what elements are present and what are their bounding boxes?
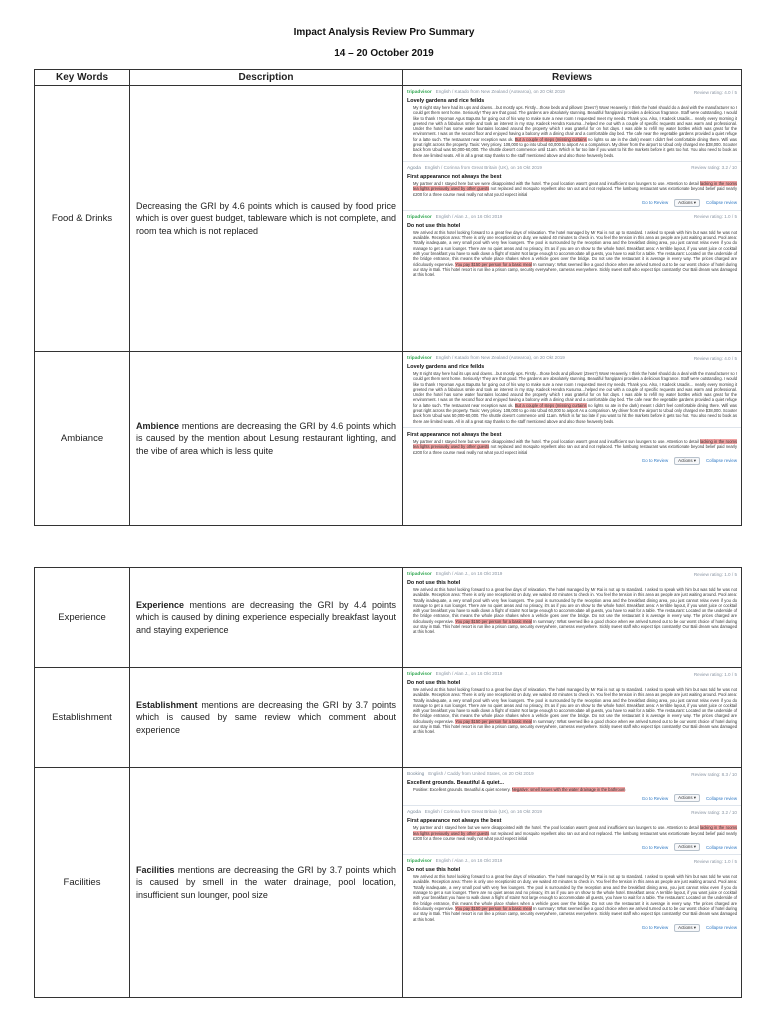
tripadvisor-logo-icon: tripadvisor — [407, 672, 432, 677]
review-highlight: Negative: smell issues with the water drainage in the bathroom — [511, 787, 626, 792]
review-meta: English / Katado from New Zealand (Aotearoa), on 20 Okt 2019 — [435, 355, 565, 360]
reviews-cell — [403, 668, 742, 768]
description-text: mentions are decreasing the GRI by 3.7 points which is caused by same review which comment about experience — [136, 699, 396, 735]
review-card — [403, 428, 741, 468]
table-header-row — [35, 70, 742, 86]
description-cell — [130, 352, 403, 526]
review-card — [403, 668, 741, 738]
review-rating: Review rating: 1.0 / 5 — [693, 214, 737, 220]
review-rating: Review rating: 1.0 / 5 — [693, 571, 737, 577]
header-description: Description — [130, 70, 403, 86]
review-highlight: lacking in the rooms tea lights previously used by other guests — [413, 180, 738, 192]
keyword-cell: Establishment — [35, 668, 130, 768]
description-keyword: Experience — [136, 599, 185, 610]
review-highlight: You pay $150 per person for a basic meal — [455, 718, 532, 724]
collapse-review-link[interactable]: Collapse review — [706, 458, 737, 464]
description-keyword: Ambience — [136, 420, 180, 431]
description-cell — [130, 768, 403, 998]
agoda-logo-icon: Agoda — [407, 810, 421, 816]
review-rating: Review rating: 1.0 / 5 — [693, 858, 737, 864]
review-body: My 8 night stay here had its ups and downs…but mostly ups. Firstly…those beds and pillows! (Zees?) Wow! Heavenly. I think the hotel should do a deal with the manufacturer so I could get them sent home. Seriously! They are that good. The gardens are absolutely stunning. Beautiful frangipani provides a delicious fragrance. Staff were outstanding. I would like to thank I Nyoman Agus Baputra for going out of his way to make sure a new room I requested meet my needs. Thank you. Also, I Kadeck Usadis… nearly every morning it greeted me with a fabulous smile and took an interest in my stay. Kadeck Hendra Kusuma…helped me out with a couple of specific requests and was warm and professional. Under the hotel has some water fountains located around the property which I was grateful for on hot days. I was able to refill my water bottles which was great for the environment. I was on the second floor and enjoyed having a balcony with a dining chair and a comfortable day bed. The cafe near the vegetable gardens provided a quiet refuge for a latte such. The restaurant near reception was ok. But a couple of steps (missing curtains no lights so ate in the dark) meant I didn't feel comfortable dining there. Wifi was great right across the property. Taxis: Very pricey. 108,000 to go into Ubud 60,000 to airport As a comparison. My driver from the airport to Ubud only charged me $38,000. Scooter back from Ubud was 50,000-60,000. The shuttle doesn't commence until 11am. Which is far too late if you want to hit the markets before it gets too hot. You also need to book as there are limited seats. All in all a great stay thanks to the staff mentioned above and also those heavenly beds. — [413, 105, 737, 158]
keyword-cell: Ambiance — [35, 352, 130, 526]
review-body: My partner and I stayed here but we were disappointed with the hotel. The pool location wasn't great and insufficient sun loungers to use. Attention to detail lacking in the rooms tea lights previously used by other guests not replaced and mosquito repellent also ran out and not replaced. The lumbung restaurant was extortionate beyond belief paid nearly £200 for a three course meal really not what you'd expect initial — [413, 438, 738, 455]
review-title: Excellent grounds. Beautiful & quiet... — [407, 780, 505, 786]
header-key-words: Key Words — [35, 70, 130, 86]
review-highlight: You pay $150 per person for a basic meal — [455, 261, 532, 267]
review-title: First appearance not always the best — [407, 818, 502, 825]
review-card — [403, 352, 741, 428]
review-meta: English / Katado from New Zealand (Aotearoa), on 20 Okt 2019 — [435, 89, 565, 94]
review-card — [403, 806, 741, 855]
tripadvisor-logo-icon: tripadvisor — [407, 90, 432, 95]
review-rating: Review rating: 4.0 / 5 — [693, 89, 737, 95]
review-meta: English / Alan J., on 16 Okt 2019 — [435, 571, 503, 576]
agoda-logo-icon: Agoda — [407, 165, 421, 171]
collapse-review-link[interactable]: Collapse review — [706, 844, 737, 850]
review-title: First appearance not always the best — [407, 173, 502, 180]
keyword-cell: Experience — [35, 568, 130, 668]
go-to-review-link[interactable]: Go to Review — [641, 200, 669, 206]
tripadvisor-logo-icon: tripadvisor — [407, 356, 432, 361]
review-title: Do not use this hotel — [407, 680, 461, 686]
review-meta: English / Caddy from United States, on 20 Okt 2019 — [428, 771, 534, 776]
reviews-cell — [403, 86, 742, 352]
review-card — [403, 211, 741, 281]
collapse-review-link[interactable]: Collapse review — [706, 925, 737, 931]
review-highlight: You pay $150 per person for a basic meal — [455, 618, 532, 624]
review-body: We arrived at this hotel looking forward to a great few days of relaxation. The hotel managed by Mr Rai is not up to standard. I asked to speak with him but was told he was not available. Reception area: There is only one receptionist on duty, we waited 40 minutes to check in. You feel the tension in this area as people are just waiting around. Pool area: Totally inadequate, a very small pool with very few loungers. The pool is surrounded by the reception area and the breakfast dining area, you just cannot relax even if you do manage to get a sun lounger. There are no quiet areas and no privacy, it's as if you are on show to the whole hotel. Breakfast area: A terrible layout, if you want juice or cocktail with your breakfast you have to walk down a flight of stairs! Not large enough to accommodate all guests, you have to wait for a table. The restaurant: Located on the underside of the bridge entrance, this means the whole place shakes when a vehicle goes over the bridge. Do not use the restaurant it is average in every way. The prices charged are ridiculously expensive. You pay $150 per person for a basic meal In summary: What seemed like a good choice when we arrived turned out to be our worst choice of hotel during our stay in Bali. This hotel resort is run like a prison camp, security everywhere, cameras everywhere. Sickly sweet staff who expect tips constantly! Our Bali dream was damaged at this hotel. — [413, 874, 738, 922]
review-highlight: lacking in the rooms tea lights previously used by other guests — [413, 438, 738, 450]
reviews-cell — [403, 352, 742, 526]
description-text: mentions are decreasing the GRI by 4.6 points which is caused by the mention about Lesung restaurant lighting, and the vibe of area which is less quite — [136, 420, 396, 456]
review-highlight: But a couple of steps (missing curtains — [514, 136, 587, 142]
review-body: We arrived at this hotel looking forward to a great few days of relaxation. The hotel managed by Mr Rai is not up to standard. I asked to speak with him but was told he was not available. Reception area: There is only one receptionist on duty, we waited 40 minutes to check in. You feel the tension in this area as people are just waiting around. Pool area: Totally inadequate, a very small pool with very few loungers. The pool is surrounded by the reception area and the breakfast dining area, you just cannot relax even if you do manage to get a sun lounger. There are no quiet areas and no privacy, it's as if you are on show to the whole hotel. Breakfast area: A terrible layout, if you want juice or cocktail with your breakfast you have to walk down a flight of stairs! Not large enough to accommodate all guests, you have to wait for a table. The restaurant: Located on the underside of the bridge entrance, this means the whole place shakes when a vehicle goes over the bridge. Do not use the restaurant it is average in every way. The prices charged are ridiculously expensive. You pay $150 per person for a basic meal In summary: What seemed like a good choice when we arrived turned out to be our worst choice of hotel during our stay in Bali. This hotel resort is run like a prison camp, security everywhere, cameras everywhere. Sickly sweet staff who expect tips constantly! Our Bali dream was damaged at this hotel. — [413, 687, 738, 735]
actions-dropdown[interactable]: Actions ▾ — [674, 457, 700, 465]
description-keyword: Facilities — [136, 864, 175, 875]
review-card — [403, 86, 741, 162]
table-row-experience — [35, 568, 742, 668]
review-body: We arrived at this hotel looking forward to a great few days of relaxation. The hotel managed by Mr Rai is not up to standard. I asked to speak with him but was told he was not available. Reception area: There is only one receptionist on duty, we waited 40 minutes to check in. You feel the tension in this area as people are just waiting around. Pool area: Totally inadequate, a very small pool with very few loungers. The pool is surrounded by the reception area and the breakfast dining area, you just cannot relax even if you do manage to get a sun lounger. There are no quiet areas and no privacy, it's as if you are on show to the whole hotel. Breakfast area: A terrible layout, if you want juice or cocktail with your breakfast you have to walk down a flight of stairs! Not large enough to accommodate all guests, you have to wait for a table. The restaurant: Located on the underside of the bridge entrance, this means the whole place shakes when a vehicle goes over the bridge. Do not use the restaurant it is average in every way. The prices charged are ridiculously expensive. You pay $150 per person for a basic meal In summary: What seemed like a good choice when we arrived turned out to be our worst choice of hotel during our stay in Bali. This hotel resort is run like a prison camp, security everywhere, cameras everywhere. Sickly sweet staff who expect tips constantly! Our Bali dream was damaged at this hotel. — [413, 587, 738, 635]
review-meta: English / Alan J., on 16 Okt 2019 — [435, 858, 503, 864]
keyword-cell: Facilities — [35, 768, 130, 998]
go-to-review-link[interactable]: Go to Review — [641, 925, 669, 931]
description-text: mentions are decreasing the GRI by 4.4 points which is caused by dining experience especially breakfast layout and staying experience — [136, 599, 396, 635]
review-meta: English / Corinna from Great Britain (UK), on 16 Okt 2019 — [424, 809, 542, 815]
review-highlight: You pay $150 per person for a basic meal — [455, 905, 532, 911]
review-card — [403, 568, 741, 638]
table-row-food-drinks — [35, 86, 742, 352]
review-rating: Review rating: 3.2 / 10 — [691, 809, 737, 815]
review-title: First appearance not always the best — [407, 431, 502, 438]
review-title: Do not use this hotel — [407, 580, 461, 586]
actions-dropdown[interactable]: Actions ▾ — [674, 199, 700, 207]
booking-logo-icon: Booking — [407, 772, 425, 777]
description-cell — [130, 568, 403, 668]
review-title: Lovely gardens and rice feilds — [407, 364, 485, 370]
tripadvisor-logo-icon: tripadvisor — [407, 572, 432, 577]
reviews-cell — [403, 768, 742, 998]
review-body: My partner and I stayed here but we were disappointed with the hotel. The pool location wasn't great and insufficient sun loungers to use. Attention to detail lacking in the rooms tea lights previously used by other guests not replaced and mosquito repellent also ran out and not replaced. The lumbung restaurant was extortionate beyond belief paid nearly £200 for a three course meal really not what you'd expect initial — [413, 825, 738, 841]
tripadvisor-logo-icon: tripadvisor — [407, 859, 432, 865]
review-body: My 8 night stay here had its ups and downs…but mostly ups. Firstly…those beds and pillows! (Zees?) Wow! Heavenly. I think the hotel should do a deal with the manufacturer so I could get them sent home. Seriously! They are that good. The gardens are absolutely stunning. Beautiful frangipani provides a delicious fragrance. Staff were outstanding. I would like to thank I Nyoman Agus Baputra for going out of his way to make sure a new room I requested meet my needs. Thank you. Also, I Kadeck Usadis… nearly every morning it greeted me with a fabulous smile and took an interest in my stay. Kadeck Hendra Kusuma…helped me out with a couple of specific requests and was warm and professional. Under the hotel has some water fountains located around the property which I was grateful for on hot days. I was able to refill my water bottles which was great for the environment. I was on the second floor and enjoyed having a balcony with a dining chair and a comfortable day bed. The cafe near the vegetable gardens provided a quiet refuge for a latte such. The restaurant near reception was ok. But a couple of steps (missing curtains no lights so ate in the dark) meant I didn't feel comfortable dining there. Wifi was great right across the property. Taxis: Very pricey. 108,000 to go into Ubud 60,000 to airport As a comparison. My driver from the airport to Ubud only charged me $38,000. Scooter back from Ubud was 50,000-60,000. The shuttle doesn't commence until 11am. Which is far too late if you want to hit the markets before it gets too hot. You also need to book as there are limited seats. All in all a great stay thanks to the staff mentioned above and also those heavenly beds. — [413, 371, 737, 424]
review-title: Do not use this hotel — [407, 222, 461, 229]
review-card — [403, 162, 741, 211]
review-rating: Review rating: 8.3 / 10 — [691, 771, 737, 777]
description-cell — [130, 668, 403, 768]
actions-dropdown[interactable]: Actions ▾ — [674, 794, 700, 802]
summary-table-2 — [34, 567, 742, 998]
review-rating: Review rating: 4.0 / 5 — [693, 355, 737, 361]
document-title: Impact Analysis Review Pro Summary — [293, 27, 475, 38]
review-body: Positive: Excellent grounds. Beautiful & quiet scenery. Negative: smell issues with the water drainage in the bathroom — [413, 787, 626, 792]
go-to-review-link[interactable]: Go to Review — [641, 844, 669, 850]
review-rating: Review rating: 3.2 / 10 — [691, 165, 737, 171]
actions-dropdown[interactable]: Actions ▾ — [674, 843, 700, 851]
review-card — [403, 855, 741, 935]
summary-table-1 — [34, 69, 742, 526]
collapse-review-link[interactable]: Collapse review — [706, 200, 737, 206]
table-row-establishment — [35, 668, 742, 768]
review-highlight: But a couple of steps (missing curtains — [514, 402, 587, 408]
review-body: My partner and I stayed here but we were disappointed with the hotel. The pool location wasn't great and insufficient sun loungers to use. Attention to detail lacking in the rooms tea lights previously used by other guests not replaced and mosquito repellent also ran out and not replaced. The lumbung restaurant was extortionate beyond belief paid nearly £200 for a three course meal really not what you'd expect initial — [413, 180, 738, 197]
review-rating: Review rating: 1.0 / 5 — [693, 671, 737, 677]
table-row-facilities — [35, 768, 742, 998]
review-title: Lovely gardens and rice feilds — [407, 98, 485, 104]
reviews-cell — [403, 568, 742, 668]
header-reviews: Reviews — [403, 70, 742, 86]
description-cell — [130, 86, 403, 352]
description-text: Decreasing the GRI by 4.6 points which is caused by food price which is over guest budget, tableware which is not complete, and room tea which is not replaced — [136, 200, 396, 236]
review-meta: English / Corinna from Great Britain (UK), on 16 Okt 2019 — [424, 164, 542, 170]
description-text: mentions are decreasing the GRI by 3.7 points which is caused by smell in the water drainage, pool location, insufficient sun lounger, pool size — [136, 864, 396, 900]
review-body: We arrived at this hotel looking forward to a great few days of relaxation. The hotel managed by Mr Rai is not up to standard. I asked to speak with him but was told he was not available. Reception area: There is only one receptionist on duty, we waited 40 minutes to check in. You feel the tension in this area as people are just waiting around. Pool area: Totally inadequate, a very small pool with very few loungers. The pool is surrounded by the reception area and the breakfast dining area, you just cannot relax even if you do manage to get a sun lounger. There are no quiet areas and no privacy, it's as if you are on show to the whole hotel. Breakfast area: A terrible layout, if you want juice or cocktail with your breakfast you have to walk down a flight of stairs! Not large enough to accommodate all guests, you have to wait for a table. The restaurant: Located on the underside of the bridge entrance, this means the whole place shakes when a vehicle goes over the bridge. Do not use the restaurant it is average in every way. The prices charged are ridiculously expensive. You pay $150 per person for a basic meal In summary: What seemed like a good choice when we arrived turned out to be our worst choice of hotel during our stay in Bali. This hotel resort is run like a prison camp, security everywhere, cameras everywhere. Sickly sweet staff who expect tips constantly! Our Bali dream was damaged at this hotel. — [413, 229, 738, 278]
review-meta: English / Alan J., on 16 Okt 2019 — [435, 671, 503, 676]
document-date-range: 14 – 20 October 2019 — [334, 48, 434, 59]
keyword-cell: Food & Drinks — [35, 86, 130, 352]
tripadvisor-logo-icon: tripadvisor — [407, 214, 432, 220]
review-highlight: lacking in the rooms tea lights previously used by other guests — [413, 825, 738, 836]
review-meta: English / Alan J., on 16 Okt 2019 — [435, 213, 503, 219]
description-keyword: Establishment — [136, 699, 198, 710]
actions-dropdown[interactable]: Actions ▾ — [674, 924, 700, 932]
table-row-ambiance — [35, 352, 742, 526]
review-card — [403, 768, 741, 806]
go-to-review-link[interactable]: Go to Review — [641, 795, 669, 801]
review-title: Do not use this hotel — [407, 867, 461, 874]
collapse-review-link[interactable]: Collapse review — [706, 795, 737, 801]
go-to-review-link[interactable]: Go to Review — [641, 458, 669, 464]
